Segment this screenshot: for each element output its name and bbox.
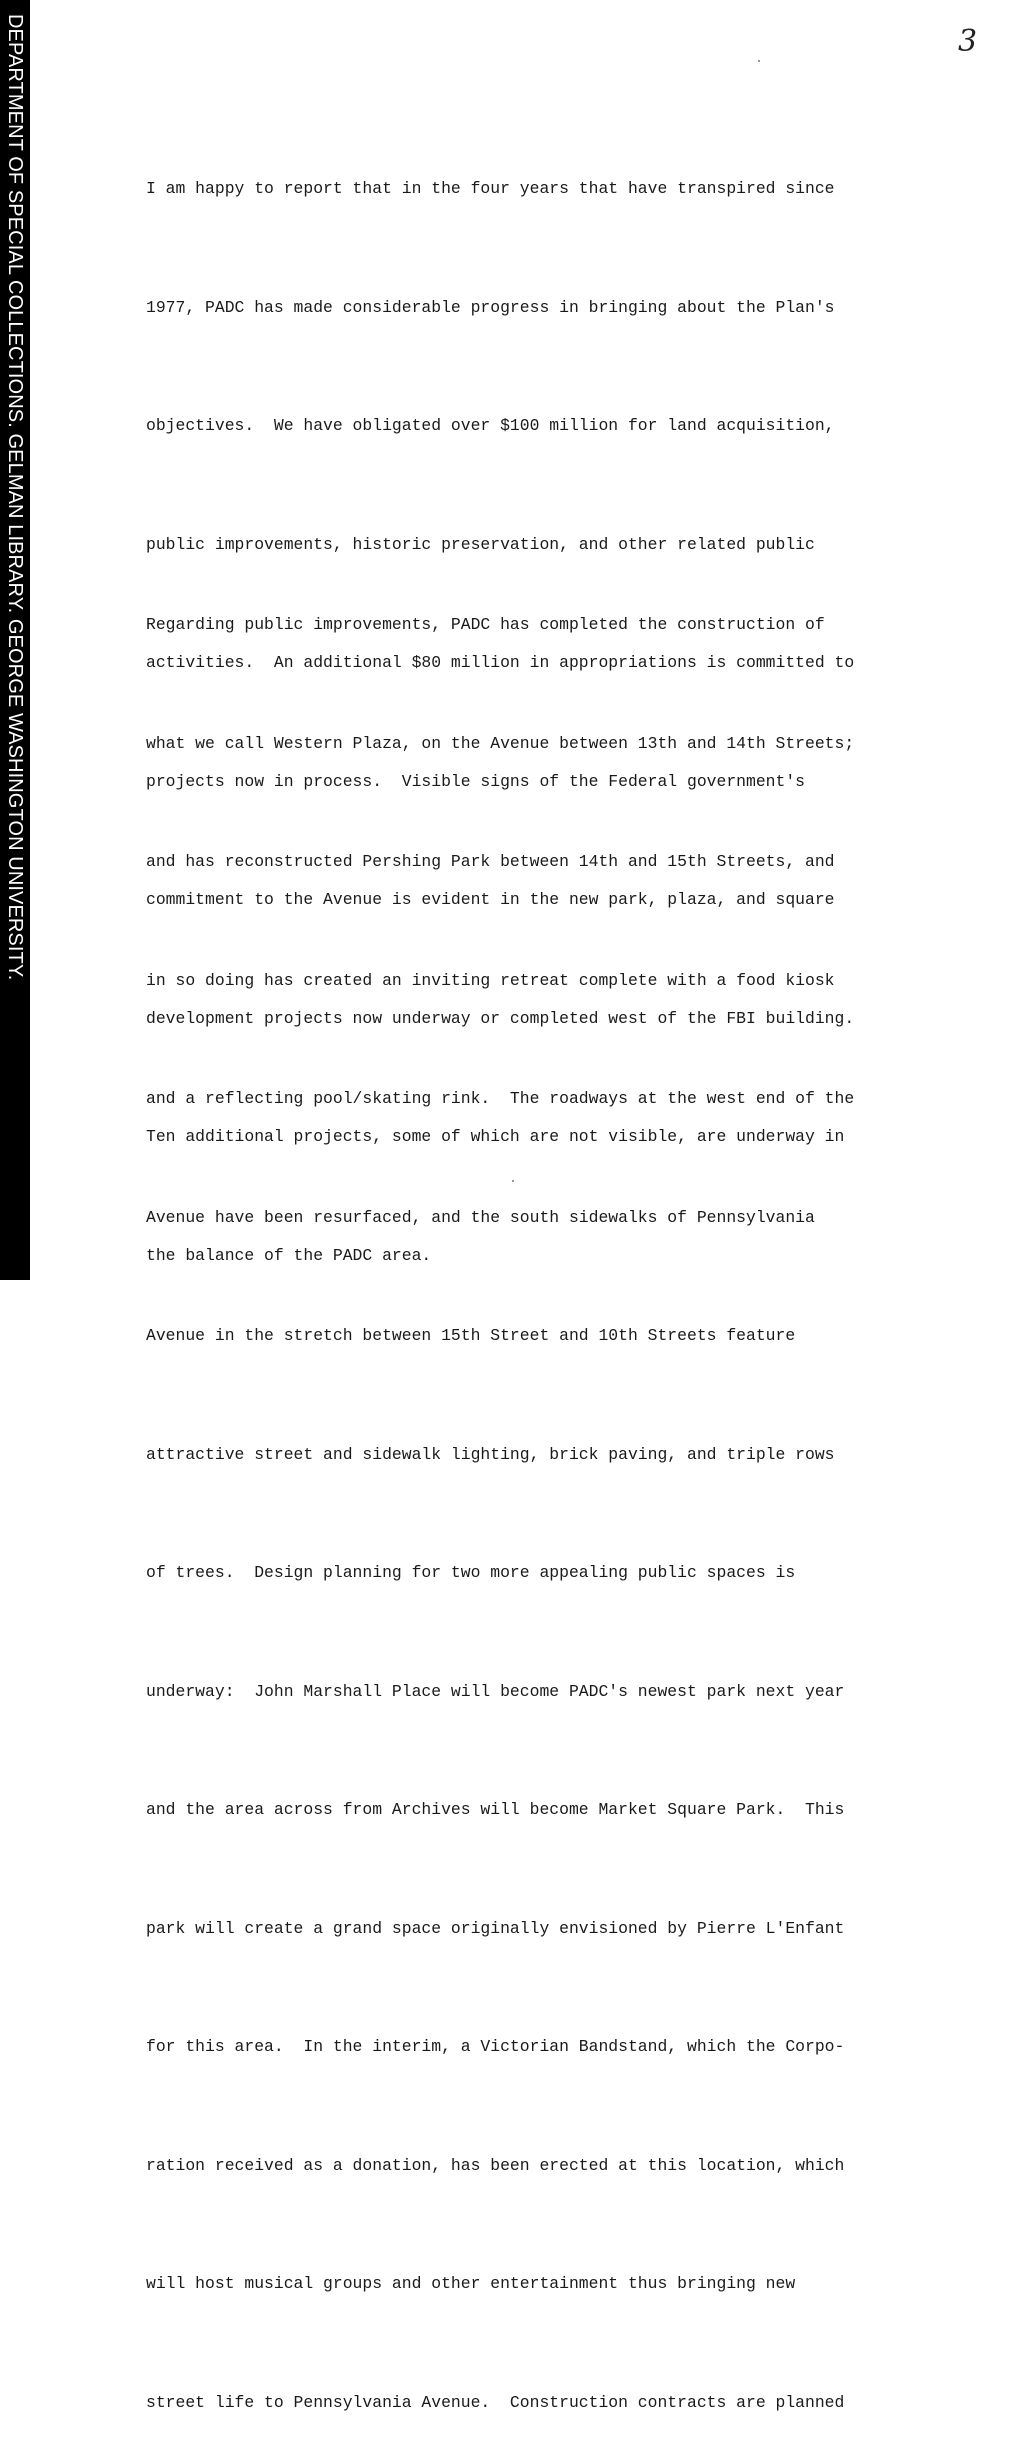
text-line: Regarding public improvements, PADC has completed the construction of	[146, 615, 825, 634]
text-line: the balance of the PADC area.	[146, 1245, 432, 1265]
text-line: commitment to the Avenue is evident in the new park, plaza, and square	[146, 890, 835, 909]
text-line: 1977, PADC has made considerable progress in bringing about the Plan's	[146, 297, 835, 317]
scan-speck	[758, 60, 760, 62]
text-line: activities. An additional $80 million in appropriations is committed to	[146, 653, 855, 672]
text-line: public improvements, historic preservation, and other related public	[146, 534, 815, 554]
text-line: and the area across from Archives will become Market Square Park. This	[146, 1800, 845, 1819]
text-line: and a reflecting pool/skating rink. The roadways at the west end of the	[146, 1089, 855, 1108]
text-line: will host musical groups and other entertainment thus bringing new	[146, 2274, 796, 2293]
text-line: Avenue have been resurfaced, and the south sidewalks of Pennsylvania	[146, 1207, 815, 1227]
text-line: attractive street and sidewalk lighting, brick paving, and triple rows	[146, 1444, 835, 1464]
text-line: projects now in process. Visible signs of the Federal government's	[146, 771, 806, 791]
text-line: in so doing has created an inviting retreat complete with a food kiosk	[146, 970, 835, 990]
text-line: Avenue in the stretch between 15th Street and 10th Streets feature	[146, 1326, 796, 1345]
text-line: park will create a grand space originally envisioned by Pierre L'Enfant	[146, 1918, 845, 1938]
text-line: Ten additional projects, some of which are not visible, are underway in	[146, 1127, 845, 1146]
archive-collection-label: DEPARTMENT OF SPECIAL COLLECTIONS. GELMAN LIBRARY. GEORGE WASHINGTON UNIVERSITY.	[4, 14, 26, 981]
text-line: what we call Western Plaza, on the Avenue between 13th and 14th Streets;	[146, 733, 855, 753]
text-line: objectives. We have obligated over $100 million for land acquisition,	[146, 416, 835, 435]
text-line: street life to Pennsylvania Avenue. Construction contracts are planned	[146, 2392, 845, 2412]
text-line: development projects now underway or completed west of the FBI building.	[146, 1008, 855, 1028]
text-line: and has reconstructed Pershing Park between 14th and 15th Streets, and	[146, 852, 835, 871]
text-line: ration received as a donation, has been erected at this location, which	[146, 2155, 845, 2175]
text-line: of trees. Design planning for two more appealing public spaces is	[146, 1563, 796, 1582]
text-line: I am happy to report that in the four years that have transpired since	[146, 179, 835, 198]
paragraph-2	[146, 526, 854, 2462]
text-line: underway: John Marshall Place will become PADC's newest park next year	[146, 1681, 845, 1701]
text-line: for this area. In the interim, a Victorian Bandstand, which the Corpo-	[146, 2037, 845, 2056]
page-number: 3	[958, 24, 978, 59]
